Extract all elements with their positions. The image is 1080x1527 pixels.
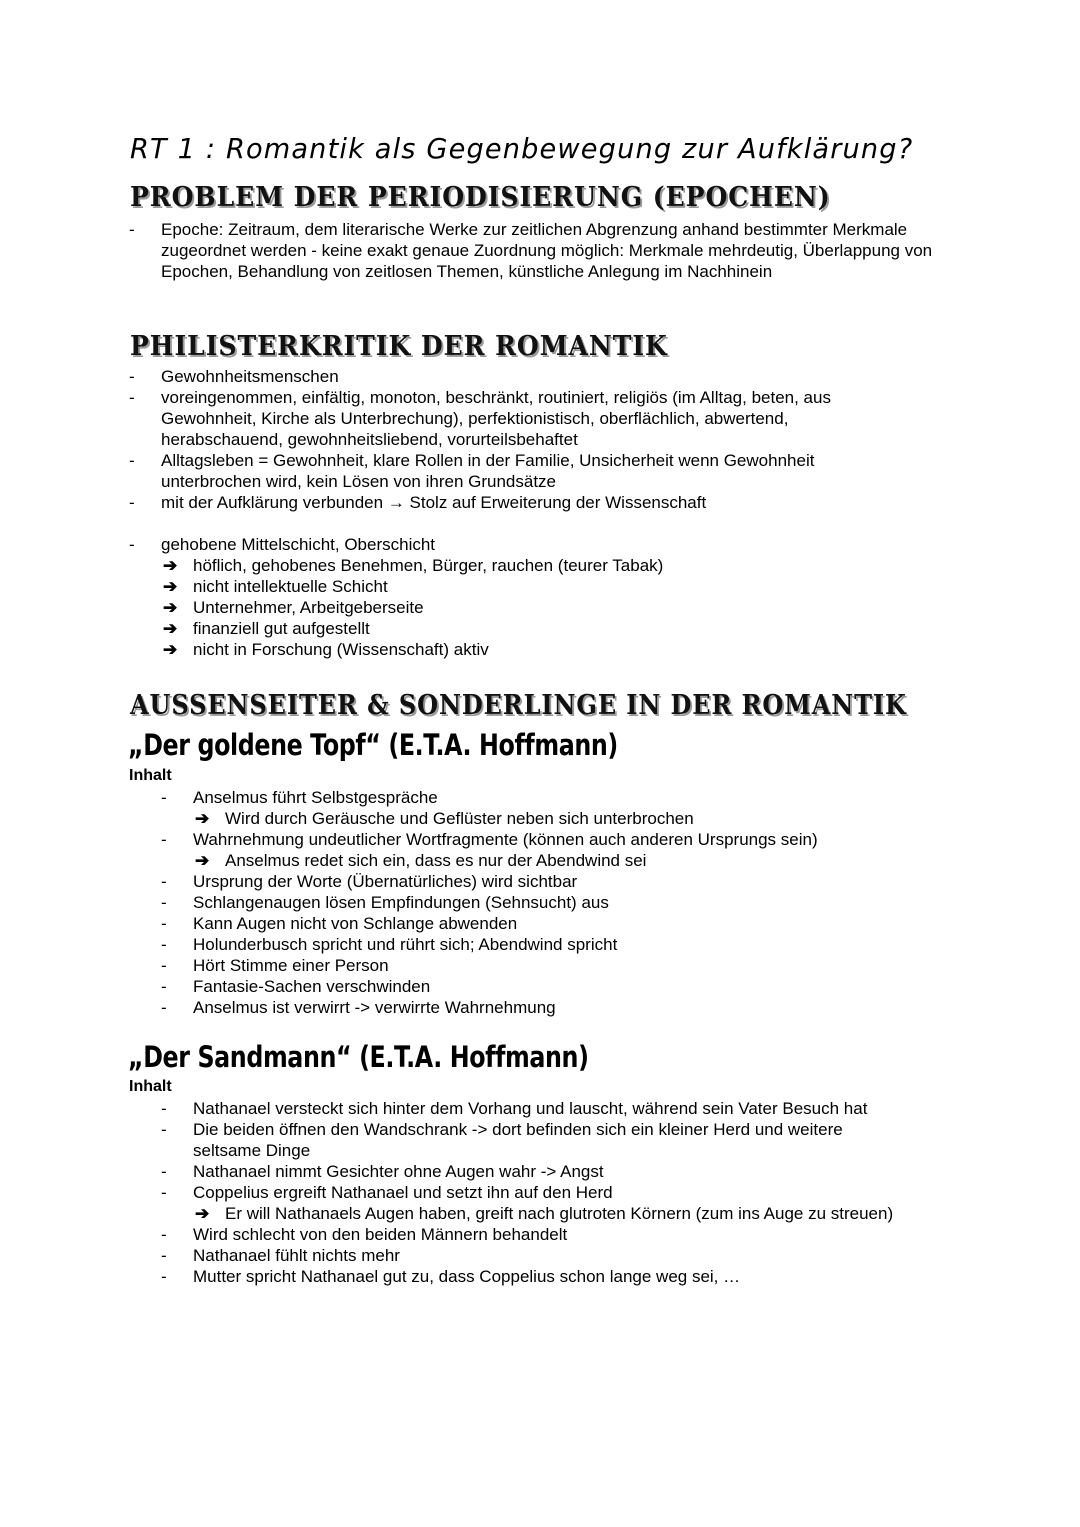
dash-bullet-icon: - — [161, 998, 167, 1017]
list-item — [161, 913, 921, 934]
inhalt-label: Inhalt — [129, 1078, 172, 1095]
sub-list-item — [129, 597, 909, 618]
list-item — [161, 976, 921, 997]
document-title: RT 1 : Romantik als Gegenbewegung zur Aufklärung? — [130, 132, 914, 165]
dash-bullet-icon: - — [161, 1246, 167, 1265]
section-heading-aussenseiter: AUSSENSEITER & SONDERLINGE IN DER ROMANTIK — [130, 690, 907, 721]
dash-bullet-icon: - — [161, 1267, 167, 1286]
arrow-bullet-icon: ➔ — [163, 598, 178, 617]
list-item-text: Schlangenaugen lösen Empfindungen (Sehnsucht) aus — [193, 893, 609, 912]
list-item — [161, 997, 921, 1018]
list-item-text: Gewohnheitsmenschen — [161, 367, 339, 386]
list-item-text: gehobene Mittelschicht, Oberschicht — [161, 535, 436, 554]
list-item-text: Unternehmer, Arbeitgeberseite — [193, 598, 424, 617]
dash-bullet-icon: - — [129, 493, 135, 512]
list-item-text: Er will Nathanaels Augen haben, greift nach glutroten Körnern (zum ins Auge zu streuen) — [225, 1204, 894, 1223]
list-item — [161, 829, 921, 850]
list-item — [129, 366, 909, 387]
section-heading-philisterkritik: PHILISTERKRITIK DER ROMANTIK — [130, 331, 668, 362]
dash-bullet-icon: - — [161, 956, 167, 975]
arrow-bullet-icon: ➔ — [195, 1204, 210, 1223]
list-item — [161, 787, 921, 808]
sub-list-item — [129, 618, 909, 639]
list-item — [161, 871, 921, 892]
list-item-text: mit der Aufklärung verbunden → Stolz auf Erweiterung der Wissenschaft — [161, 493, 707, 512]
sub-list-item — [161, 1203, 951, 1224]
list-item-text: nicht in Forschung (Wissenschaft) aktiv — [193, 640, 489, 659]
dash-bullet-icon: - — [129, 367, 135, 386]
list-item-text: Nathanael versteckt sich hinter dem Vorhang und lauscht, während sein Vater Besuch hat — [193, 1099, 868, 1118]
inhalt-label: Inhalt — [129, 767, 172, 784]
list-item — [161, 1266, 951, 1287]
list-item-text: Wahrnehmung undeutlicher Wortfragmente (können auch anderen Ursprungs sein) — [193, 830, 818, 849]
list-item — [161, 1245, 951, 1266]
dash-bullet-icon: - — [161, 914, 167, 933]
dash-bullet-icon: - — [161, 788, 167, 807]
list-item — [161, 934, 921, 955]
philisterkritik-list — [129, 366, 909, 660]
dash-bullet-icon: - — [161, 872, 167, 891]
list-item-text: Wird schlecht von den beiden Männern behandelt — [193, 1225, 568, 1244]
sandmann-list — [161, 1098, 951, 1287]
list-item-text: Fantasie-Sachen verschwinden — [193, 977, 431, 996]
list-spacer — [129, 513, 909, 534]
list-item-text: nicht intellektuelle Schicht — [193, 577, 388, 596]
dash-bullet-icon: - — [161, 830, 167, 849]
arrow-bullet-icon: ➔ — [163, 640, 178, 659]
list-item-text: Holunderbusch spricht und rührt sich; Abendwind spricht — [193, 935, 618, 954]
list-item — [161, 1224, 951, 1245]
list-item-text: Hört Stimme einer Person — [193, 956, 389, 975]
list-item-text: Anselmus redet sich ein, dass es nur der Abendwind sei — [225, 851, 647, 870]
arrow-bullet-icon: ➔ — [163, 556, 178, 575]
list-item-text: Anselmus führt Selbstgespräche — [193, 788, 438, 807]
work-heading-goldene-topf: „Der goldene Topf“ (E.T.A. Hoffmann) — [128, 728, 618, 762]
sub-list-item — [161, 850, 921, 871]
work-heading-sandmann: „Der Sandmann“ (E.T.A. Hoffmann) — [128, 1040, 589, 1074]
sub-list-item — [129, 639, 909, 660]
arrow-bullet-icon: ➔ — [163, 619, 178, 638]
arrow-bullet-icon: ➔ — [195, 809, 210, 828]
list-item — [129, 219, 939, 282]
list-item-text: voreingenommen, einfältig, monoton, beschränkt, routiniert, religiös (im Alltag, beten, aus Gewohnheit, Kirche als Unterbrechung), perfektionistisch, oberflächlich, abwertend, herabschauend, gewohnheitsliebend, vorurteilsbehaftet — [161, 388, 831, 449]
goldene-topf-list — [161, 787, 921, 1018]
list-item-text: Ursprung der Worte (Übernatürliches) wird sichtbar — [193, 872, 578, 891]
list-item-text: Nathanael fühlt nichts mehr — [193, 1246, 400, 1265]
list-item — [129, 450, 909, 492]
sub-list-item — [161, 808, 921, 829]
list-item-text: Coppelius ergreift Nathanael und setzt ihn auf den Herd — [193, 1183, 613, 1202]
list-item — [161, 892, 921, 913]
dash-bullet-icon: - — [161, 1162, 167, 1181]
list-item-text: finanziell gut aufgestellt — [193, 619, 370, 638]
list-item-text: Die beiden öffnen den Wandschrank -> dort befinden sich ein kleiner Herd und weitere seltsame Dinge — [193, 1120, 843, 1160]
dash-bullet-icon: - — [129, 535, 135, 554]
dash-bullet-icon: - — [129, 220, 135, 239]
dash-bullet-icon: - — [161, 1183, 167, 1202]
list-item — [161, 1098, 951, 1119]
dash-bullet-icon: - — [161, 1120, 167, 1139]
list-item — [129, 492, 909, 513]
list-item-text: Anselmus ist verwirrt -> verwirrte Wahrnehmung — [193, 998, 556, 1017]
dash-bullet-icon: - — [161, 977, 167, 996]
arrow-bullet-icon: ➔ — [163, 577, 178, 596]
dash-bullet-icon: - — [129, 388, 135, 407]
list-item — [129, 387, 909, 450]
sub-list-item — [129, 555, 909, 576]
list-item-text: Kann Augen nicht von Schlange abwenden — [193, 914, 518, 933]
list-item — [129, 534, 909, 555]
list-item — [161, 1161, 951, 1182]
dash-bullet-icon: - — [161, 935, 167, 954]
section-heading-periodisierung: PROBLEM DER PERIODISIERUNG (EPOCHEN) — [130, 182, 831, 213]
list-item-text: Alltagsleben = Gewohnheit, klare Rollen in der Familie, Unsicherheit wenn Gewohnheit unterbrochen wird, kein Lösen von ihren Grundsätze — [161, 451, 815, 491]
sub-list-item — [129, 576, 909, 597]
dash-bullet-icon: - — [161, 893, 167, 912]
list-item — [161, 955, 921, 976]
dash-bullet-icon: - — [129, 451, 135, 470]
list-item-text: Mutter spricht Nathanael gut zu, dass Coppelius schon lange weg sei, … — [193, 1267, 741, 1286]
list-item-text: höflich, gehobenes Benehmen, Bürger, rauchen (teurer Tabak) — [193, 556, 664, 575]
list-item-text: Wird durch Geräusche und Geflüster neben sich unterbrochen — [225, 809, 694, 828]
list-item-text: Epoche: Zeitraum, dem literarische Werke zur zeitlichen Abgrenzung anhand bestimmter Merkmale zugeordnet werden - keine exakt genaue Zuordnung möglich: Merkmale mehrdeutig, Überlappung von Epochen, Behandlung von zeitlosen Themen, künstliche Anlegung im Nachhinein — [161, 220, 933, 281]
list-item-text: Nathanael nimmt Gesichter ohne Augen wahr -> Angst — [193, 1162, 604, 1181]
dash-bullet-icon: - — [161, 1099, 167, 1118]
list-item — [161, 1119, 893, 1161]
periodisierung-list — [129, 219, 939, 282]
list-item — [161, 1182, 951, 1203]
arrow-bullet-icon: ➔ — [195, 851, 210, 870]
dash-bullet-icon: - — [161, 1225, 167, 1244]
